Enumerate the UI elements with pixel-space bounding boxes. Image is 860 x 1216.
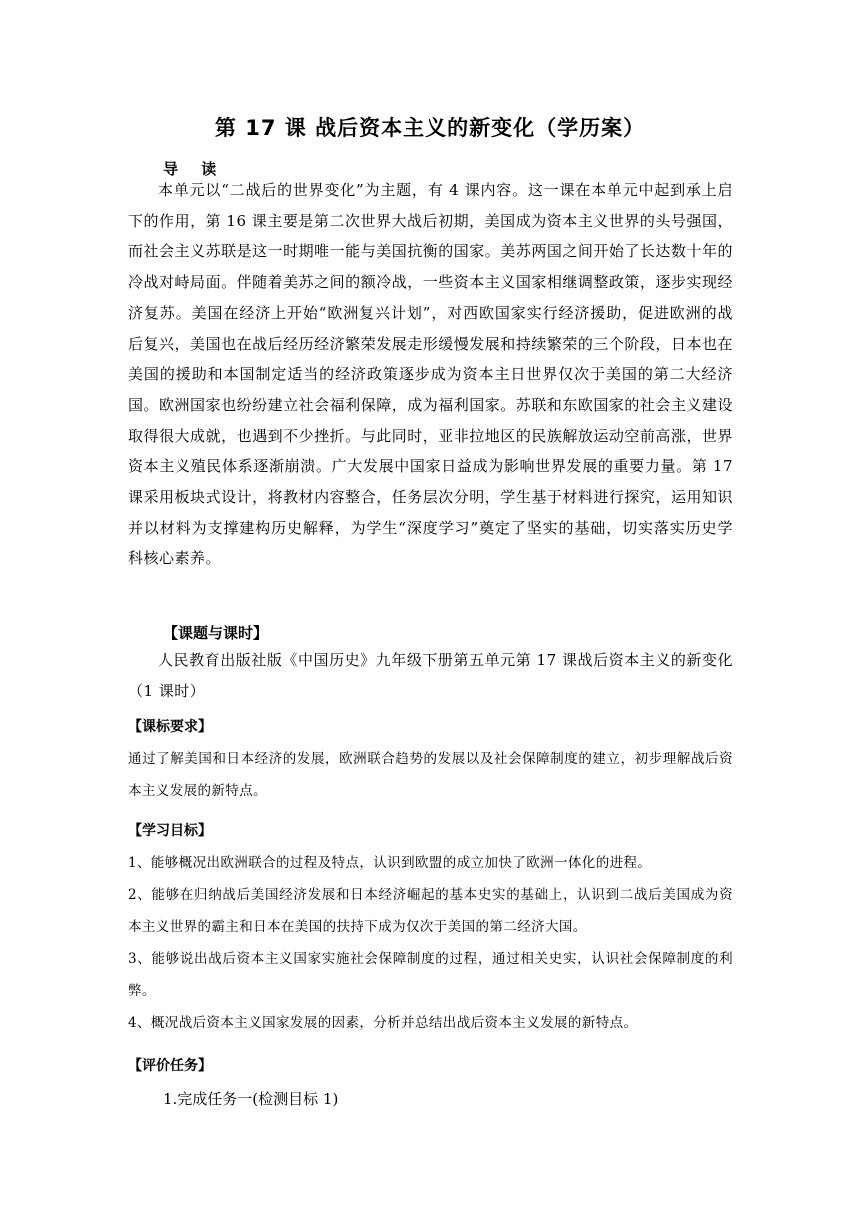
intro-paragraph: 本单元以“二战后的世界变化”为主题，有 4 课内容。这一课在本单元中起到承上启下的作用，第 16 课主要是第二次世界大战后初期，美国成为资本主义世界的头号强国，而社会主义苏联是这一时期唯一能与美国抗衡的国家。美苏两国之间开始了长达数十年的冷战对峙局面。伴随着美苏之间的额冷战，一些资本主义国家相继调整政策，逐步实现经济复苏。美国在经济上开始“欧洲复兴计划”，对西欧国家实行经济援助，促进欧洲的战后复兴，美国也在战后经历经济繁荣发展走形缓慢发展和持续繁荣的三个阶段，日本也在美国的援助和本国制定适当的经济政策逐步成为资本主日世界仅次于美国的第二大经济国。欧洲国家也纷纷建立社会福利保障，成为福利国家。苏联和东欧国家的社会主义建设取得很大成就，也遇到不少挫折。与此同时，亚非拉地区的民族解放运动空前高涨，世界资本主义殖民体系逐渐崩溃。广大发展中国家日益成为影响世界发展的重要力量。第 17 课采用板块式设计，将教材内容整合，任务层次分明，学生基于材料进行探究，运用知识并以材料为支撑建构历史解释，为学生“深度学习”奠定了坚实的基础，切实落实历史学科核心素养。	[128, 181, 733, 568]
standard-heading: 【课标要求】	[128, 719, 212, 735]
guide-heading: 导 读	[163, 160, 217, 178]
task-item: 1.完成任务一(检测目标 1)	[163, 1090, 339, 1108]
topic-paragraph: 人民教育出版社版《中国历史》九年级下册第五单元第 17 课战后资本主义的新变化（1 课时）	[128, 651, 733, 700]
goal-item: 3、能够说出战后资本主义国家实施社会保障制度的过程，通过相关史实，认识社会保障制度的利弊。	[128, 951, 733, 999]
topic-heading: 【课题与课时】	[163, 624, 269, 642]
goal-item: 4、概况战后资本主义国家发展的因素，分析并总结出战后资本主义发展的新特点。	[128, 1015, 638, 1031]
goal-item: 2、能够在归纳战后美国经济发展和日本经济崛起的基本史实的基础上，认识到二战后美国成为资本主义世界的霸主和日本在美国的扶持下成为仅次于美国的第二经济大国。	[128, 887, 733, 935]
page-title: 第 17 课 战后资本主义的新变化（学历案）	[214, 116, 646, 140]
goal-item: 1、能够概况出欧洲联合的过程及特点，认识到欧盟的成立加快了欧洲一体化的进程。	[128, 855, 652, 871]
goals-heading: 【学习目标】	[128, 823, 212, 839]
standard-paragraph: 通过了解美国和日本经济的发展，欧洲联合趋势的发展以及社会保障制度的建立，初步理解战后资本主义发展的新特点。	[128, 751, 733, 799]
tasks-heading: 【评价任务】	[128, 1058, 212, 1074]
